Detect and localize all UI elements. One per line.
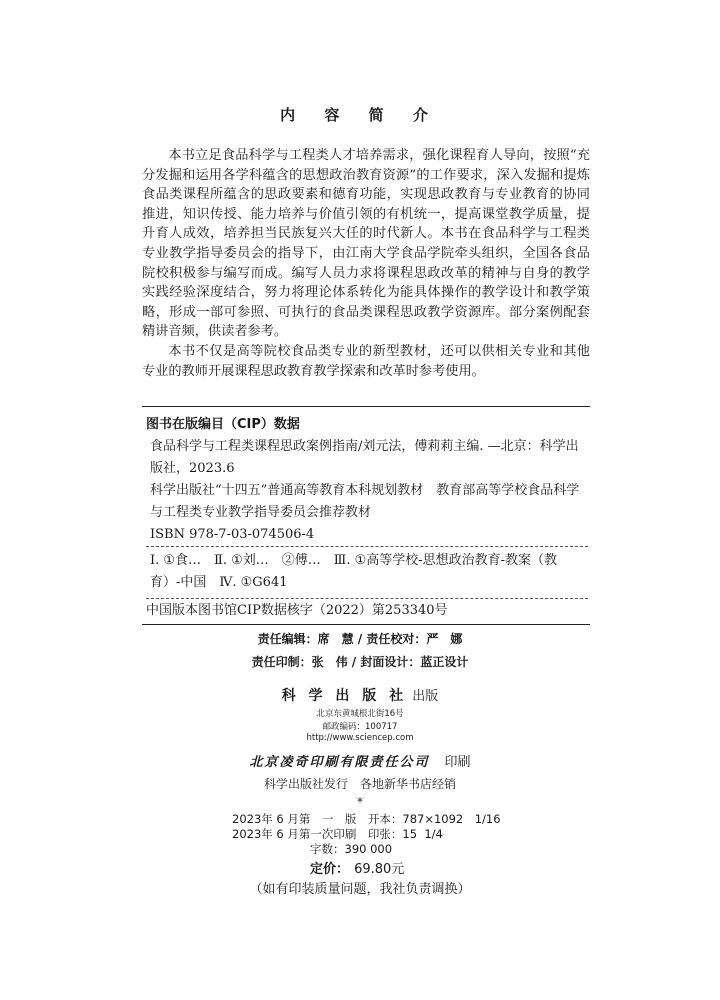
divider-bottom (142, 624, 590, 625)
edition-line-1: 2023年 6 月第 一 版 开本：787×1092 1/16 (232, 812, 501, 826)
divider-dashed-2 (146, 598, 588, 599)
quality-notice: （如有印装质量问题，我社负责调换） (249, 882, 471, 897)
cip-number-block (146, 600, 582, 622)
printer-line (0, 751, 720, 770)
cip-heading: 图书在版编目（CIP）数据 (146, 417, 300, 432)
staff-line-2: 责任印制：张 伟 / 封面设计：蓝正设计 (251, 655, 469, 669)
price-label: 定价： (310, 862, 350, 877)
edition-line-2: 2023年 6 月第一次印刷 印张：15 1/4 (232, 827, 443, 841)
page-title: 内 容 简 介 (280, 106, 440, 124)
staff-line-1: 责任编辑：席 慧 / 责任校对：严 娜 (257, 632, 463, 646)
cip-entry-2: 科学出版社“十四五”普通高等教育本科规划教材 教育部高等学校食品科学与工程类专业教学指导委员会推荐教材 (150, 483, 580, 520)
intro-paragraph-1: 本书立足食品科学与工程类人才培养需求，强化课程育人导向，按照“充分发掘和运用各学科蕴含的思想政治教育资源”的工作要求，深入发掘和提炼食品类课程所蕴含的思政要素和德育功能，实现思政教育与专业教育的协同推进，知识传授、能力培养与价值引领的有机统一，提高课堂教学质量，提升育人成效，培养担当民族复兴大任的时代新人。本书在食品科学与工程类专业教学指导委员会的指导下，由江南大学食品学院牵头组织，全国各食品院校积极参与编写而成。编写人员力求将课程思政改革的精神与自身的教学实践经验深度结合，努力将理论体系转化为能具体操作的教学设计和教学策略，形成一部可参照、可执行的食品类课程思政教学资源库。部分案例配套精讲音频，供读者参考。 (142, 148, 590, 340)
publisher-suffix: 出版 (412, 689, 439, 704)
printer-suffix: 印刷 (444, 755, 471, 770)
cip-entry-1: 食品科学与工程类课程思政案例指南/刘元法，傅莉莉主编. —北京：科学出版社，2023.6 (150, 439, 579, 476)
price-value: 69.80元 (354, 862, 405, 877)
publisher-address: 北京东黄城根北街16号 (316, 709, 404, 719)
publisher-line (0, 685, 720, 705)
edition-block (232, 812, 532, 857)
cip-isbn: ISBN 978-7-03-074506-4 (150, 527, 315, 542)
cip-entry-main (150, 436, 586, 546)
divider-top (142, 406, 590, 407)
publisher-postcode: 邮政编码：100717 (322, 722, 398, 732)
publisher-url: http://www.sciencep.com (306, 733, 414, 743)
separator-star: * (357, 795, 363, 809)
cip-number: 中国版本图书馆CIP数据核字（2022）第253340号 (146, 603, 448, 618)
cip-classification-block (150, 550, 586, 594)
divider-dashed (146, 546, 588, 547)
edition-line-3: 字数：390 000 (310, 842, 393, 856)
intro-paragraph-2: 本书不仅是高等院校食品类专业的新型教材，还可以供相关专业和其他专业的教师开展课程思政教育教学探索和改革时参考使用。 (142, 343, 590, 379)
cip-classification: Ⅰ. ①食… Ⅱ. ①刘… ②傅… Ⅲ. ①高等学校-思想政治教育-教案（教育）-中国 Ⅳ. ①G641 (150, 553, 558, 590)
printer-name: 北京凌奇印刷有限责任公司 (249, 755, 430, 770)
publisher-name: 科 学 出 版 社 (281, 688, 408, 704)
price-line (310, 858, 404, 877)
intro-section (142, 146, 590, 381)
distribution-line: 科学出版社发行 各地新华书店经销 (263, 777, 456, 791)
